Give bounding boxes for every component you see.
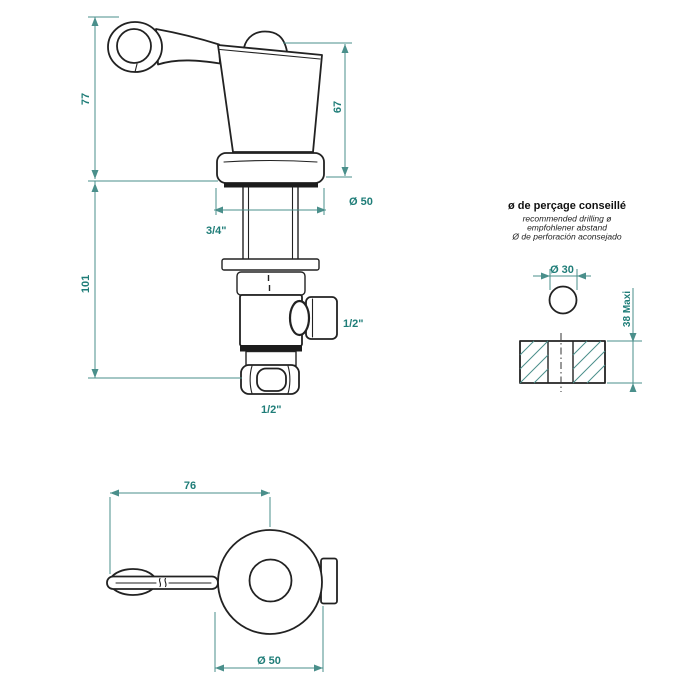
- deck-cross-section: [520, 333, 605, 392]
- washer-plate: [222, 259, 319, 270]
- dim-label-101: 101: [80, 274, 92, 294]
- arrowhead: [92, 183, 99, 192]
- dim-label-77: 77: [80, 92, 92, 106]
- drill-hole-circle: [550, 287, 577, 314]
- arrowhead: [541, 273, 550, 280]
- dim-label-76: 76: [183, 480, 197, 492]
- panel-subtitle-en: recommended drilling ø: [522, 213, 612, 224]
- faucet-flange: [217, 153, 324, 188]
- dim-label-38-maxi: 38 Maxi: [622, 290, 633, 328]
- arrowhead: [261, 490, 270, 497]
- arrowhead: [92, 369, 99, 378]
- shank-tube: [243, 187, 298, 259]
- lock-collar: [237, 272, 305, 295]
- panel-title: ø de perçage conseillé: [508, 200, 626, 212]
- arrowhead: [314, 665, 323, 672]
- arrowhead: [630, 383, 637, 392]
- o-ring-band: [240, 345, 302, 352]
- arrowhead: [214, 207, 223, 214]
- arrowhead: [110, 490, 119, 497]
- arrowhead: [342, 167, 349, 176]
- deck-thickness-dimension: [607, 288, 642, 392]
- side-view: [80, 17, 373, 416]
- outlet-port: [290, 301, 309, 335]
- dim-label-diameter-30: Ø 30: [550, 264, 574, 276]
- flange-gasket: [224, 183, 318, 188]
- thread-label-3-4: 3/4": [206, 225, 227, 237]
- arrowhead: [577, 273, 586, 280]
- faucet-head: [218, 32, 322, 153]
- thread-label-1-2-bottom: 1/2": [261, 404, 282, 416]
- deck-rect: [520, 341, 605, 383]
- panel-subtitle-es: Ø de perforación aconsejado: [512, 231, 622, 242]
- faucet-handle: [108, 22, 221, 72]
- dim-label-diameter-50: Ø 50: [349, 196, 373, 208]
- thread-label-1-2-side: 1/2": [343, 318, 364, 330]
- panel-subtitle-de: empfohlener abstand: [527, 222, 607, 233]
- head-cone: [218, 45, 322, 152]
- arrowhead: [215, 665, 224, 672]
- flange-body: [217, 153, 324, 183]
- arrowhead: [342, 44, 349, 53]
- dim-label-diameter-50-bottom: Ø 50: [257, 655, 281, 667]
- faucet-tailpiece: [222, 187, 337, 394]
- outlet-top-view: [321, 559, 337, 604]
- top-view: [107, 480, 337, 672]
- body-circle: [218, 530, 322, 634]
- arrowhead: [317, 207, 326, 214]
- shank-tube-inner: [249, 187, 293, 259]
- arrowhead: [92, 17, 99, 26]
- lower-step: [246, 352, 296, 366]
- dim-label-67: 67: [332, 100, 344, 114]
- side-outlet: [306, 297, 337, 339]
- handle-arm: [156, 29, 220, 65]
- arrowhead: [92, 170, 99, 179]
- drilling-panel: [508, 200, 642, 392]
- extension-lines: [607, 341, 642, 383]
- handle-ring-inner: [117, 29, 151, 63]
